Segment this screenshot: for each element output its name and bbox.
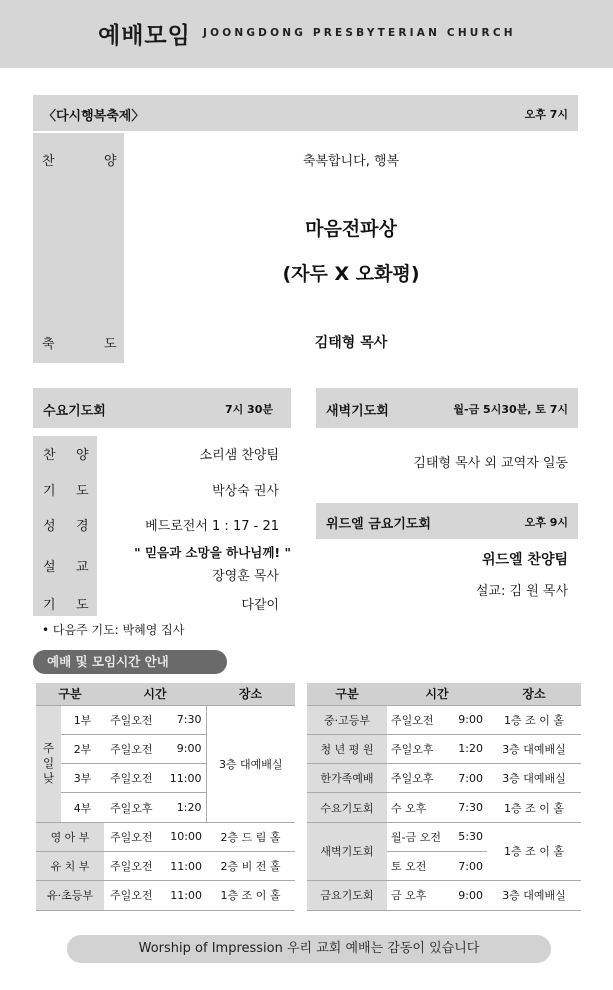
dawn-time-cell: 5:30 xyxy=(447,822,487,851)
dawn-title: 새벽기도회 xyxy=(326,404,389,419)
dept-place: 3층 대예배실 xyxy=(487,764,581,793)
schedule-table-right xyxy=(307,683,581,911)
friday-title-bar xyxy=(316,503,578,539)
friday-sermon: 설교: 김 원 목사 xyxy=(475,584,568,599)
wed-praise: 소리샘 찬양팀 xyxy=(199,448,279,463)
wed-label-2b: 도 xyxy=(76,484,89,499)
wed-prayer: 박상숙 권사 xyxy=(212,484,279,499)
table-header-row xyxy=(307,683,581,705)
dept-time: 11:00 xyxy=(166,851,206,880)
dept-time: 11:00 xyxy=(166,881,206,910)
dawn-place: 1층 조 이 홀 xyxy=(487,822,581,881)
dept-time: 10:00 xyxy=(166,822,206,851)
wed-preacher: 장영훈 목사 xyxy=(212,569,279,584)
wed-label-5a: 기 xyxy=(43,598,56,613)
dept-when: 주일오전 xyxy=(104,881,166,910)
dept-name: 중·고등부 xyxy=(307,705,387,734)
table-row xyxy=(307,705,581,734)
table-row xyxy=(307,734,581,763)
dept-place: 1층 조 이 홀 xyxy=(206,881,295,910)
praise-item-2: 마음전파상 xyxy=(305,218,397,240)
wed-scripture: 베드로전서 1 : 17 - 21 xyxy=(145,519,279,534)
dept-name: 한가족예배 xyxy=(307,764,387,793)
wed-label-5b: 도 xyxy=(76,598,89,613)
festival-title-bar xyxy=(33,95,578,131)
dept-place: 3층 대예배실 xyxy=(487,734,581,763)
sunday-label: 주 일 낮 xyxy=(36,705,61,822)
dawn-name: 새벽기도회 xyxy=(307,822,387,881)
dept-when: 주일오후 xyxy=(387,734,447,763)
sunday-part: 4부 xyxy=(61,793,104,822)
schedule-title: 예배 및 모임시간 안내 xyxy=(33,650,227,674)
praise-label-2: 양 xyxy=(104,154,117,169)
sunday-when: 주일오후 xyxy=(104,793,166,822)
sunday-when: 주일오전 xyxy=(104,734,166,763)
wednesday-title-bar xyxy=(33,388,291,428)
praise-label-1: 찬 xyxy=(42,154,55,169)
sunday-when: 주일오전 xyxy=(104,705,166,734)
col-category: 구분 xyxy=(36,683,104,705)
page-header xyxy=(0,0,613,68)
friday-place: 3층 대예배실 xyxy=(487,881,581,910)
next-week-prayer: • 다음주 기도: 박혜영 집사 xyxy=(42,623,185,637)
friday-team: 위드엘 찬양팀 xyxy=(481,552,568,568)
wednesday-time: 7시 30분 xyxy=(224,403,273,416)
schedule-table-left xyxy=(36,683,295,911)
bless-pastor: 김태형 목사 xyxy=(314,335,388,351)
dept-when: 주일오전 xyxy=(104,851,166,880)
col-time: 시간 xyxy=(104,683,206,705)
table-row xyxy=(36,851,295,880)
wed-label-2a: 기 xyxy=(43,484,56,499)
table-header-row xyxy=(36,683,295,705)
dawn-leader: 김태형 목사 외 교역자 일동 xyxy=(413,456,568,471)
wednesday-title: 수요기도회 xyxy=(43,404,106,419)
bless-label-1: 축 xyxy=(42,337,55,352)
sunday-when: 주일오전 xyxy=(104,764,166,793)
sunday-time: 9:00 xyxy=(166,734,206,763)
friday-title: 위드엘 금요기도회 xyxy=(326,517,431,532)
bless-label-2: 도 xyxy=(104,337,117,352)
sunday-part: 2부 xyxy=(61,734,104,763)
dept-time: 9:00 xyxy=(447,705,487,734)
dept-name: 유 치 부 xyxy=(36,851,104,880)
festival-time: 오후 7시 xyxy=(524,108,568,121)
col-place: 장소 xyxy=(487,683,581,705)
sunday-time: 1:20 xyxy=(166,793,206,822)
dawn-title-bar xyxy=(316,388,578,428)
table-row xyxy=(307,793,581,822)
dawn-time: 월-금 5시30분, 토 7시 xyxy=(453,403,568,416)
dawn-time-cell: 7:00 xyxy=(447,851,487,880)
wed-sermon-title: " 믿음과 소망을 하나님께! " xyxy=(134,545,291,560)
wed-label-3b: 경 xyxy=(76,519,89,534)
dept-place: 1층 조 이 홀 xyxy=(487,793,581,822)
col-time: 시간 xyxy=(387,683,487,705)
table-row xyxy=(307,822,581,851)
dawn-when: 토 오전 xyxy=(387,851,447,880)
dept-name: 청 년 평 원 xyxy=(307,734,387,763)
wed-label-4a: 설 xyxy=(43,560,56,575)
sunday-part: 3부 xyxy=(61,764,104,793)
wed-label-1b: 양 xyxy=(76,448,89,463)
dept-when: 주일오전 xyxy=(104,822,166,851)
footer-slogan: Worship of Impression 우리 교회 예배는 감동이 있습니다 xyxy=(67,935,551,963)
dept-time: 7:00 xyxy=(447,764,487,793)
dept-name: 유·초등부 xyxy=(36,881,104,910)
table-row xyxy=(36,705,295,734)
friday-when: 금 오후 xyxy=(387,881,447,910)
wed-label-3a: 성 xyxy=(43,519,56,534)
col-place: 장소 xyxy=(206,683,295,705)
dept-name: 수요기도회 xyxy=(307,793,387,822)
header-title-en: JOONGDONG PRESBYTERIAN CHURCH xyxy=(203,27,516,39)
sunday-time: 11:00 xyxy=(166,764,206,793)
table-row xyxy=(36,881,295,910)
table-row xyxy=(307,764,581,793)
sunday-time: 7:30 xyxy=(166,705,206,734)
festival-title: 〈다시행복축제〉 xyxy=(43,109,145,124)
sunday-place: 3층 대예배실 xyxy=(206,705,295,822)
table-row xyxy=(307,881,581,910)
friday-time: 오후 9시 xyxy=(524,516,568,529)
dept-place: 2층 비 전 홀 xyxy=(206,851,295,880)
dept-time: 1:20 xyxy=(447,734,487,763)
dept-when: 주일오후 xyxy=(387,764,447,793)
header-title-ko: 예배모임 xyxy=(98,23,191,49)
friday-time-cell: 9:00 xyxy=(447,881,487,910)
dept-name: 영 아 부 xyxy=(36,822,104,851)
sunday-part: 1부 xyxy=(61,705,104,734)
dept-place: 2층 드 림 홀 xyxy=(206,822,295,851)
table-row xyxy=(36,822,295,851)
dept-when: 주일오전 xyxy=(387,705,447,734)
dept-when: 수 오후 xyxy=(387,793,447,822)
praise-item-3: (자두 X 오화평) xyxy=(282,263,420,285)
dept-place: 1층 조 이 홀 xyxy=(487,705,581,734)
dept-time: 7:30 xyxy=(447,793,487,822)
wed-label-1a: 찬 xyxy=(43,448,56,463)
dawn-when: 월-금 오전 xyxy=(387,822,447,851)
wed-label-4b: 교 xyxy=(76,560,89,575)
praise-item-1: 축복합니다, 행복 xyxy=(302,154,400,169)
wed-final-prayer: 다같이 xyxy=(241,598,279,613)
friday-name: 금요기도회 xyxy=(307,881,387,910)
col-category: 구분 xyxy=(307,683,387,705)
